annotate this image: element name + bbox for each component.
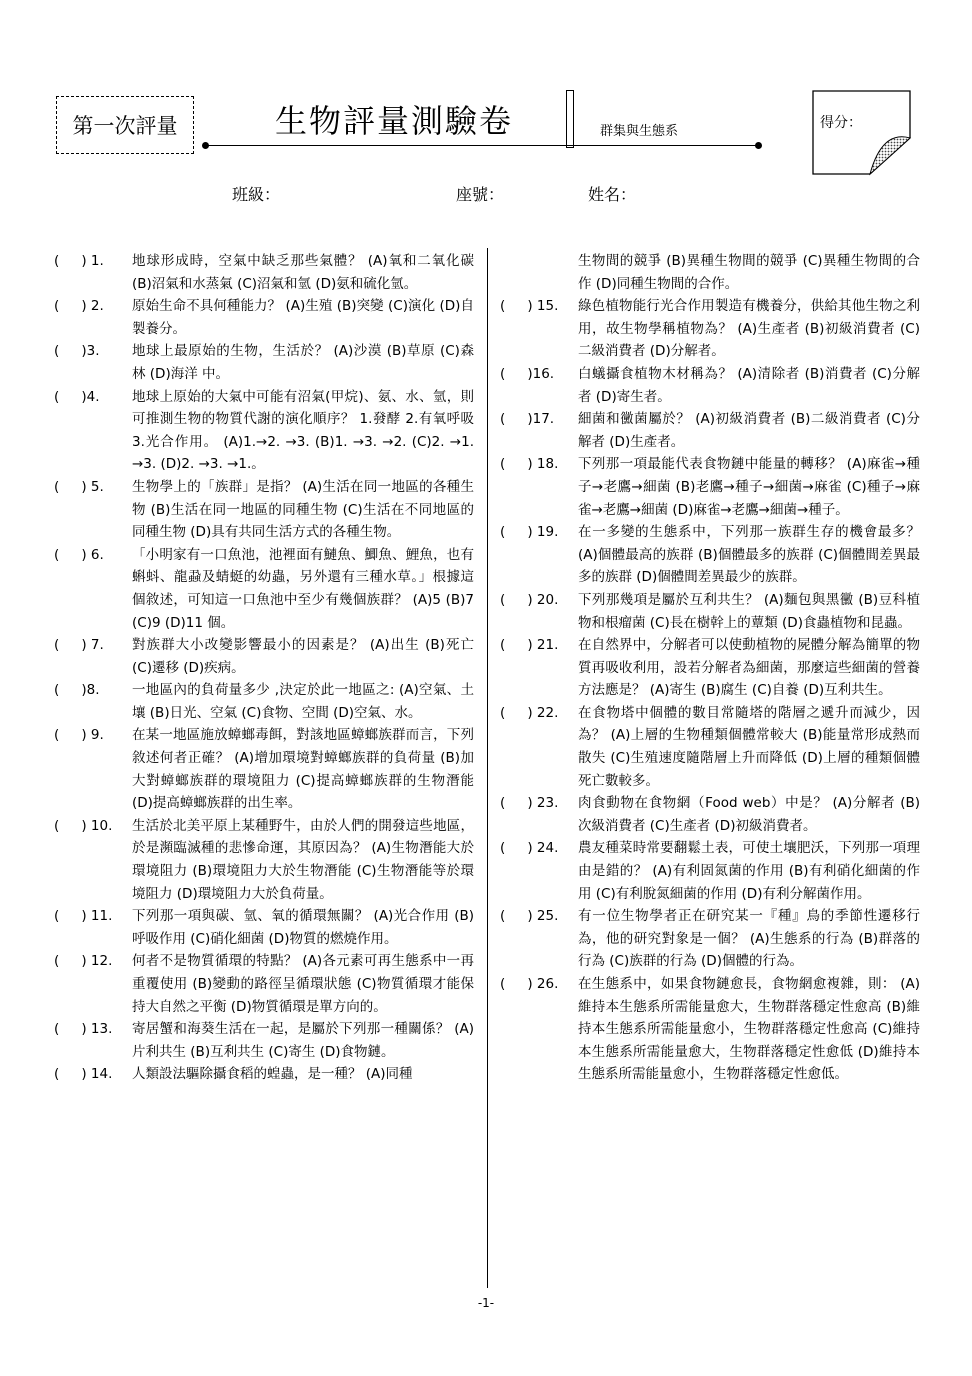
question-text: 寄居蟹和海葵生活在一起，是屬於下列那一種關係？ (A)片利共生 (B)互利共生 (C)寄生 (D)食物鏈。 xyxy=(132,1021,474,1060)
question-number[interactable]: ( ) 5. xyxy=(54,478,104,495)
question-text: 農友種菜時常要翻鬆土表，可使土壤肥沃，下列那一項理由是錯的？ (A)有利固氮菌的作用 (B)有利硝化細菌的作用 (C)有利脫氮細菌的作用 (D)有利分解菌作用。 xyxy=(578,840,920,902)
left-question-column xyxy=(54,250,474,1086)
question-text: 生物學上的「族群」是指？ (A)生活在同一地區的各種生物 (B)生活在同一地區的同種生物 (C)生活在不同地區的同種生物 (D)具有共同生活方式的各種生物。 xyxy=(132,478,474,541)
question-number[interactable]: ( ) 24. xyxy=(500,840,559,857)
question-number[interactable]: ( )8. xyxy=(54,682,100,699)
question-item xyxy=(500,634,920,702)
question-item xyxy=(500,589,920,634)
question-text: 原始生命不具何種能力？ (A)生殖 (B)突變 (C)演化 (D)自製養分。 xyxy=(132,298,474,337)
question-item xyxy=(500,453,920,521)
question-item xyxy=(500,521,920,589)
question-item xyxy=(54,544,474,634)
question-text: 地球形成時，空氣中缺乏那些氣體？ (A)氧和二氧化碳 (B)沼氣和水蒸氣 (C)沼氣和氫 (D)氨和硫化氫。 xyxy=(132,253,474,292)
question-item xyxy=(54,340,474,385)
question-item xyxy=(500,792,920,837)
question-text: 地球上原始的大氣中可能有沼氣(甲烷)、氨、水、氫，則可推測生物的物質代謝的演化順序？ 1.發酵 2.有氧呼吸 3.光合作用。 (A)1.→2. →3. (B)1. →3. →2. (C)2. →1. →3. (D)2. →3. →1.。 xyxy=(132,388,474,473)
question-text: 在某一地區施放蟑螂毒餌，對該地區蟑螂族群而言，下列敘述何者正確？ (A)增加環境對蟑螂族群的負荷量 (B)加大對蟑螂族群的環境阻力 (C)提高蟑螂族群的生物潛能 (D)提高蟑螂族群的出生率。 xyxy=(132,727,474,812)
question-text: 綠色植物能行光合作用製造有機養分，供給其他生物之利用，故生物學稱植物為？ (A)生產者 (B)初級消費者 (C)二級消費者 (D)分解者。 xyxy=(578,298,920,360)
question-item xyxy=(500,295,920,363)
question-number[interactable]: ( ) 6. xyxy=(54,546,104,563)
score-label: 得分： xyxy=(820,115,862,131)
question-item xyxy=(500,905,920,973)
question-item xyxy=(500,702,920,792)
question-number[interactable]: ( ) 1. xyxy=(54,253,104,269)
question-number[interactable]: ( )3. xyxy=(54,343,100,360)
question-text: 人類設法驅除攝食稻的蝗蟲，是一種？ (A)同種 xyxy=(132,1066,413,1083)
question-text: 有一位生物學者正在研究某一『種』鳥的季節性遷移行為，他的研究對象是一個？ (A)生態系的行為 (B)群落的行為 (C)族群的行為 (D)個體的行為。 xyxy=(578,908,920,970)
question-number[interactable]: ( ) 19. xyxy=(500,524,559,541)
question-number[interactable]: ( ) 15. xyxy=(500,298,559,315)
question-text: 對族群大小改變影響最小的因素是？ (A)出生 (B)死亡 (C)遷移 (D)疾病。 xyxy=(132,637,474,676)
question-text: 何者不是物質循環的特點？ (A)各元素可再生態系中一再重覆使用 (B)變動的路徑呈循環狀態 (C)物質循環才能保持大自然之平衡 (D)物質循環是單方向的。 xyxy=(132,953,474,1015)
question-text: 「小明家有一口魚池，池裡面有鰱魚、鯽魚、鯉魚，也有蝌蚪、龍蝨及蜻蜓的幼蟲，另外還有三種水草。」根據這個敘述，可知這一口魚池中至少有幾個族群？ (A)5 (B)7 (C)9 (D)11 個。 xyxy=(132,546,474,631)
question-number[interactable]: ( ) 2. xyxy=(54,298,104,315)
question-text: 在自然界中，分解者可以使動植物的屍體分解為簡單的物質再吸收利用，設若分解者為細菌，那麼這些細菌的營養方法應是？ (A)寄生 (B)腐生 (C)自養 (D)互利共生。 xyxy=(578,637,920,699)
header-rule-dot-left xyxy=(202,142,209,149)
name-label: 姓名： xyxy=(588,185,637,204)
question-number[interactable]: ( ) 12. xyxy=(54,953,113,970)
question-number[interactable]: ( ) 14. xyxy=(54,1066,113,1083)
question-text: 在食物塔中個體的數目常隨塔的階層之遞升而減少，因為？ (A)上層的生物種類個體常較大 (B)能量常形成熱而散失 (C)生殖速度隨階層上升而降低 (D)上層的種類個體死亡數較多。 xyxy=(578,704,920,789)
question-text: 白蟻攝食植物木材稱為？ (A)清除者 (B)消費者 (C)分解者 (D)寄生者。 xyxy=(578,365,920,405)
header-rule-dot-right xyxy=(755,142,762,149)
question-text: 下列那一項最能代表食物鏈中能量的轉移？ (A)麻雀→種子→老鷹→細菌 (B)老鷹→種子→細菌→麻雀 (C)種子→麻雀→老鷹→細菌 (D)麻雀→老鷹→細菌→種子。 xyxy=(578,456,920,518)
question-item xyxy=(54,950,474,1018)
question-number[interactable]: ( ) 13. xyxy=(54,1021,113,1038)
question-item xyxy=(54,634,474,679)
question-number[interactable]: ( ) 25. xyxy=(500,908,559,925)
question-text: 地球上最原始的生物，生活於？ (A)沙漠 (B)草原 (C)森林 (D)海洋 中。 xyxy=(132,343,474,382)
question-number[interactable]: ( ) 18. xyxy=(500,456,559,473)
question-item xyxy=(500,973,920,1086)
column-divider xyxy=(487,248,488,1288)
question-number[interactable]: ( )17. xyxy=(500,411,555,428)
question-number[interactable]: ( ) 26. xyxy=(500,976,559,992)
question-number[interactable]: ( ) 11. xyxy=(54,908,113,925)
question-item xyxy=(54,1018,474,1063)
seat-label: 座號： xyxy=(456,185,505,204)
question-text: 一地區內的負荷量多少 ,決定於此一地區之: (A)空氣、土壤 (B)日光、空氣 (C)食物、空間 (D)空氣、水。 xyxy=(132,682,474,721)
score-box xyxy=(812,90,912,176)
question-number[interactable]: ( ) 23. xyxy=(500,795,559,812)
question-item xyxy=(500,837,920,905)
question-text: 生活於北美平原上某種野牛，由於人們的開發這些地區，於是瀕臨滅種的悲慘命運，其原因為？ (A)生物潛能大於環境阻力 (B)環境阻力大於生物潛能 (C)生物潛能等於環境阻力 (D)環境阻力大於負荷量。 xyxy=(132,817,474,902)
exam-label: 第一次評量 xyxy=(72,114,178,138)
score-note-icon xyxy=(812,90,912,176)
question-text: 在生態系中，如果食物鏈愈長，食物網愈複雜，則： (A)維持本生態系所需能量愈大，生物群落穩定性愈高 (B)維持本生態系所需能量愈小，生物群落穩定性愈高 (C)維持本生態系所需能量愈大，生物群落穩定性愈低 (D)維持本生態系所需能量愈小，生物群落穩定性愈低。 xyxy=(578,976,920,1083)
question-item xyxy=(54,476,474,544)
question-text: 在一多變的生態系中，下列那一族群生存的機會最多？ (A)個體最高的族群 (B)個體最多的族群 (C)個體間差異最多的族群 (D)個體間差異最少的族群。 xyxy=(578,524,920,586)
header-rule xyxy=(206,145,758,146)
question-item xyxy=(500,408,920,453)
question-item xyxy=(54,295,474,340)
question-number[interactable]: ( )16. xyxy=(500,365,555,382)
question-item xyxy=(500,363,920,408)
question-number[interactable]: ( ) 7. xyxy=(54,637,104,654)
exam-label-box xyxy=(56,96,194,154)
question-text: 下列那幾項是屬於互利共生？ (A)麵包與黑黴 (B)豆科植物和根瘤菌 (C)長在樹幹上的蕈類 (D)食蟲植物和昆蟲。 xyxy=(578,591,920,631)
question-text: 細菌和黴菌屬於？ (A)初級消費者 (B)二級消費者 (C)分解者 (D)生產者。 xyxy=(578,411,920,450)
question-number[interactable]: ( ) 9. xyxy=(54,727,104,744)
question-number[interactable]: ( )4. xyxy=(54,388,100,405)
question-number[interactable]: ( ) 21. xyxy=(500,637,559,654)
question-item xyxy=(54,250,474,295)
page-number: -1- xyxy=(477,1296,495,1310)
question-item xyxy=(54,679,474,724)
title-bar-decoration xyxy=(566,90,574,148)
question-number[interactable]: ( ) 22. xyxy=(500,704,559,721)
question-item xyxy=(54,1063,474,1086)
exam-subtitle: 群集與生態系 xyxy=(600,124,679,139)
class-label: 班級： xyxy=(232,185,281,204)
question-item xyxy=(54,815,474,905)
question-text: 下列那一項與碳、氫、氧的循環無關？ (A)光合作用 (B)呼吸作用 (C)硝化細菌 (D)物質的燃燒作用。 xyxy=(132,908,474,947)
exam-title: 生物評量測驗卷 xyxy=(275,102,514,140)
question-item xyxy=(54,724,474,814)
question-number[interactable]: ( ) 20. xyxy=(500,591,559,608)
question-item xyxy=(54,905,474,950)
question-14-continuation: 生物間的競爭 (B)異種生物間的競爭 (C)異種生物間的合作 (D)同種生物間的合作。 xyxy=(578,253,920,292)
right-question-column xyxy=(500,250,920,1086)
question-number[interactable]: ( ) 10. xyxy=(54,817,113,834)
question-item xyxy=(54,386,474,476)
question-text: 肉食動物在食物網（Food web）中是？ (A)分解者 (B)次級消費者 (C)生產者 (D)初級消費者。 xyxy=(578,795,920,834)
